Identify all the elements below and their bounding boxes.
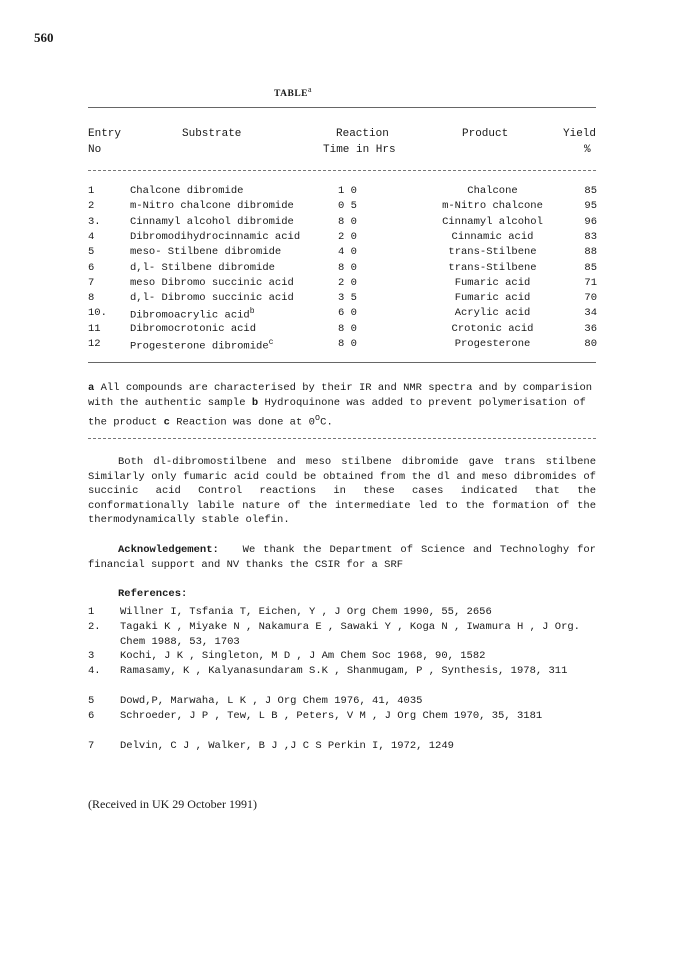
entry-cell: 7: [88, 276, 95, 289]
substrate-cell: [130, 246, 281, 258]
table-caption: [274, 85, 312, 99]
table-bottom-rule: [88, 362, 596, 363]
table-row: [0, 307, 677, 322]
table-footnote: [88, 381, 596, 431]
table-row: [0, 231, 677, 246]
entry-cell: 1: [88, 185, 95, 197]
table-caption-text: TABLE: [274, 89, 309, 100]
substrate-text: meso Dibromo succinic acid: [130, 276, 294, 289]
acknowledgement: [88, 543, 596, 572]
entry-cell: 6: [88, 261, 95, 274]
substrate-cell: [130, 200, 294, 212]
reference-text: Delvin, C J , Walker, B J ,J C S Perkin I, 1972, 1249: [120, 740, 454, 752]
reference-number: 3: [88, 650, 95, 662]
substrate-text: Progesterone dibromide: [130, 340, 269, 353]
acknowledgement-text: We thank the Department of Science and Technologhy for financial support and NV thanks the CSIR for a SRF: [88, 544, 596, 571]
yield-cell: 80: [584, 338, 597, 350]
entry-cell: 10.: [88, 307, 107, 320]
reference-number: 4.: [88, 665, 101, 677]
page-number: 560: [34, 30, 54, 45]
header-time: Time in Hrs: [323, 144, 396, 156]
footnote-a-label: a: [88, 382, 95, 394]
table-header-rule: [88, 170, 596, 171]
substrate-cell: [130, 338, 273, 353]
yield-cell: 83: [584, 230, 597, 243]
yield-cell: 34: [584, 307, 597, 320]
reference-text: Tagaki K , Miyake N , Nakamura E , Sawaki Y , Koga N , Iwamura H , J Org. Chem 1988, 53, 1703: [120, 621, 580, 648]
header-product: Product: [462, 128, 509, 140]
substrate-cell: [130, 185, 243, 197]
footnote-b-text: Hydroquinone was added to prevent polymerisation of the product: [88, 397, 586, 429]
substrate-text: Cinnamyl alcohol dibromide: [130, 215, 294, 228]
body-paragraph: [88, 455, 596, 528]
table-row: [0, 185, 677, 200]
product-cell: Chalcone: [467, 185, 518, 197]
reference-text: Schroeder, J P , Tew, L B , Peters, V M , J Org Chem 1970, 35, 3181: [120, 710, 543, 722]
entry-cell: 3.: [88, 215, 101, 228]
substrate-cell: [130, 262, 275, 274]
header-substrate: Substrate: [182, 128, 242, 140]
time-cell: 2 0: [338, 230, 357, 243]
substrate-footnote-mark: c: [268, 338, 274, 347]
yield-cell: 85: [584, 185, 597, 197]
substrate-text: Dibromocrotonic acid: [130, 322, 257, 335]
table-row: [0, 200, 677, 215]
time-cell: 2 0: [338, 276, 357, 289]
substrate-text: d,l- Dibromo succinic acid: [130, 292, 294, 305]
substrate-cell: [130, 231, 300, 243]
substrate-text: d,l- Stilbene dibromide: [130, 261, 275, 274]
yield-cell: 36: [584, 322, 597, 335]
substrate-text: meso- Stilbene dibromide: [130, 246, 282, 259]
body-paragraph-text: Both dl-dibromostilbene and meso stilbene dibromide gave trans stilbene Similarly only fumaric acid could be obtained from the dl and meso dibromides of succinic acid Control reactions in these cases indicated that the conformationally labile nature of the intermediate led to the formation of the thermodynamically stable olefin.: [88, 456, 596, 526]
table-row: [0, 262, 677, 277]
entry-cell: 8: [88, 292, 95, 305]
product-cell: m-Nitro chalcone: [442, 200, 543, 213]
reference-number: 6: [88, 710, 95, 722]
substrate-text: Dibromodihydrocinnamic acid: [130, 230, 301, 243]
received-date: (Received in UK 29 October 1991): [88, 797, 257, 811]
table-row: [0, 338, 677, 353]
table-row: [0, 216, 677, 231]
time-cell: 1 0: [338, 185, 357, 197]
header-percent: %: [584, 144, 591, 156]
time-cell: 6 0: [338, 307, 357, 320]
acknowledgement-label: Acknowledgement:: [118, 544, 219, 556]
substrate-text: m-Nitro chalcone dibromide: [130, 200, 294, 213]
substrate-cell: [130, 323, 256, 335]
product-cell: trans-Stilbene: [448, 261, 537, 274]
substrate-text: Dibromoacrylic acid: [130, 309, 250, 322]
reference-text: Ramasamy, K , Kalyanasundaram S.K , Shanmugam, P , Synthesis, 1978, 311: [120, 665, 568, 677]
time-cell: 8 0: [338, 338, 357, 350]
time-cell: 0 5: [338, 200, 357, 213]
entry-cell: 2: [88, 200, 95, 213]
time-cell: 8 0: [338, 215, 357, 228]
table-top-rule: [88, 107, 596, 108]
yield-cell: 96: [584, 215, 597, 228]
footnote-c-sup: o: [314, 413, 321, 423]
reference-text: Dowd,P, Marwaha, L K , J Org Chem 1976, 41, 4035: [120, 695, 423, 707]
product-cell: Acrylic acid: [454, 307, 531, 320]
entry-cell: 5: [88, 246, 95, 259]
reference-number: 7: [88, 740, 95, 752]
reference-number: 1: [88, 606, 95, 618]
product-cell: Crotonic acid: [451, 322, 534, 335]
substrate-footnote-mark: b: [249, 307, 255, 317]
yield-cell: 71: [584, 276, 597, 289]
header-yield: Yield: [563, 128, 597, 140]
product-cell: Fumaric acid: [454, 276, 531, 289]
table-row: [0, 277, 677, 292]
substrate-cell: [130, 277, 294, 289]
reference-text: Kochi, J K , Singleton, M D , J Am Chem Soc 1968, 90, 1582: [120, 650, 486, 662]
substrate-text: Chalcone dibromide: [130, 185, 244, 197]
yield-cell: 85: [584, 261, 597, 274]
table-row: [0, 292, 677, 307]
entry-cell: 11: [88, 322, 101, 335]
footnote-c-label: c: [163, 416, 170, 429]
table-row: [0, 323, 677, 338]
footnote-a-text: All compounds are characterised by their IR and NMR spectra and by comparision with the authentic sample: [88, 382, 593, 409]
header-entry: Entry: [88, 128, 122, 140]
footnote-c-text: Reaction was done at 0: [176, 416, 315, 429]
reference-number: 2.: [88, 621, 101, 633]
time-cell: 3 5: [338, 292, 357, 305]
yield-cell: 88: [584, 246, 597, 259]
product-cell: Cinnamic acid: [451, 230, 534, 243]
table-row: [0, 246, 677, 261]
references-title: References:: [118, 588, 188, 600]
entry-cell: 12: [88, 338, 101, 350]
reference-number: 5: [88, 695, 95, 707]
table-caption-sup: a: [308, 85, 313, 94]
time-cell: 8 0: [338, 322, 357, 335]
time-cell: 4 0: [338, 246, 357, 259]
yield-cell: 95: [584, 200, 597, 213]
footnote-c-text-end: C.: [320, 416, 333, 429]
product-cell: Progesterone: [454, 338, 531, 350]
substrate-cell: [130, 292, 294, 304]
product-cell: Fumaric acid: [454, 292, 531, 305]
substrate-cell: [130, 307, 255, 322]
footnote-rule: [88, 438, 596, 439]
reference-text: Willner I, Tsfania T, Eichen, Y , J Org Chem 1990, 55, 2656: [120, 606, 492, 618]
header-reaction: Reaction: [336, 128, 389, 140]
yield-cell: 70: [584, 292, 597, 305]
footnote-b-label: b: [251, 397, 259, 409]
product-cell: trans-Stilbene: [448, 246, 537, 259]
substrate-cell: [130, 216, 294, 228]
product-cell: Cinnamyl alcohol: [442, 215, 543, 228]
entry-cell: 4: [88, 230, 95, 243]
time-cell: 8 0: [338, 261, 357, 274]
header-no: No: [88, 144, 102, 156]
